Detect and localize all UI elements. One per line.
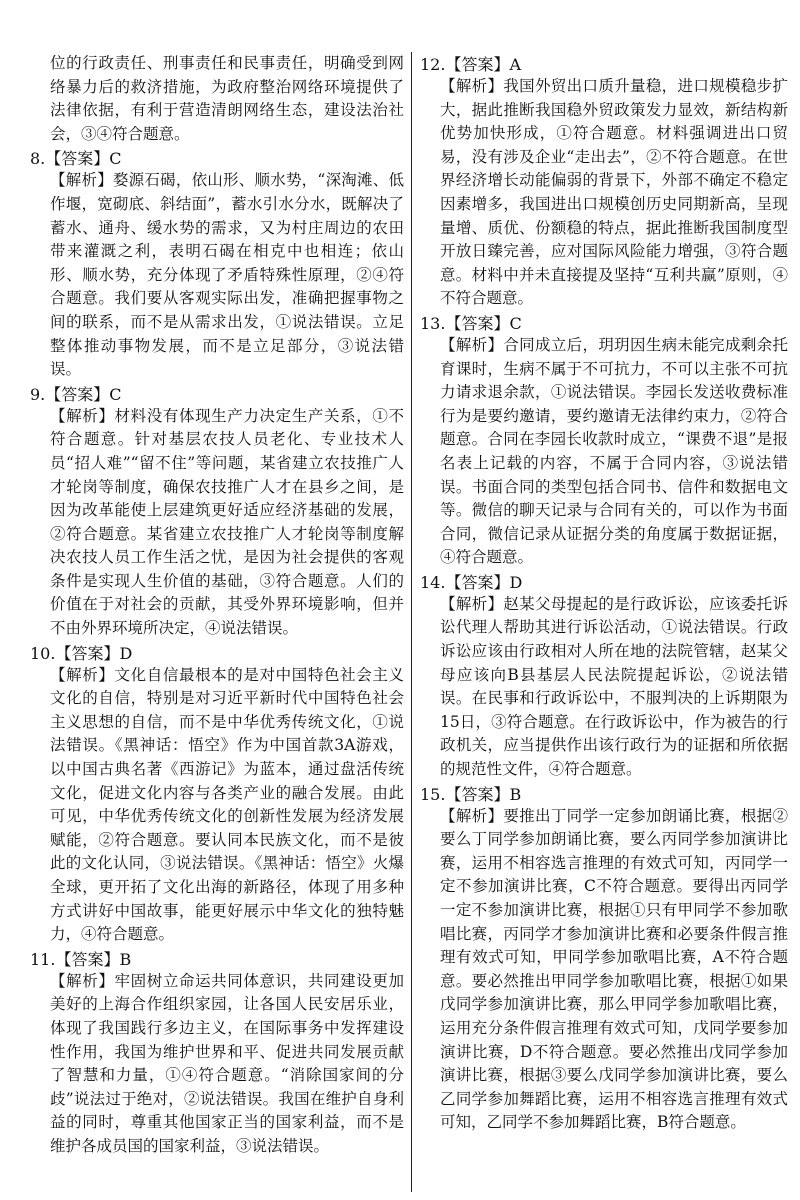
answer-item-12 <box>420 54 788 311</box>
answer-value: D <box>119 643 133 663</box>
answer-line <box>420 784 788 805</box>
analysis-text: 【解析】文化自信最根本的是对中国特色社会主义文化的自信，特别是对习近平新时代中国特色社会主义思想的自信，而不是中华优秀传统文化，①说法错误。《黑神话：悟空》作为中国首款3A游戏，以中国古典名著《西游记》为蓝本，通过盘活传统文化，促进文化内容与各类产业的融合发展。由此可见，中华优秀传统文化的创新性发展为经济发展赋能，②符合题意。要认同本民族文化，而不是彼此的文化认同，③说法错误。《黑神话：悟空》火爆全球，更开拓了文化出海的新路径，体现了用多种方式讲好中国故事，能更好展示中华文化的独特魅力，④符合题意。 <box>50 665 404 944</box>
question-number: 11. <box>30 949 56 969</box>
answer-label: 【答案】 <box>55 643 120 663</box>
analysis-text: 【解析】婺源石碣，依山形、顺水势，“深淘滩、低作堰，宽砌底、斜结面”，蓄水引水分水，既解决了蓄水、通舟、缓水势的需求，又为村庄周边的农田带来灌溉之利，表明石碣在相克中也相连；依山形、顺水势，充分体现了矛盾特殊性原理，②④符合题意。我们要从客观实际出发，准确把握事物之间的联系，而不是从需求出发，①说法错误。立足整体推动事物发展，而不是立足部分，③说法错误。 <box>50 171 404 379</box>
answer-value: C <box>109 149 122 169</box>
answer-value: D <box>509 572 523 592</box>
answer-value: A <box>509 55 522 74</box>
column-divider <box>411 52 412 1192</box>
answer-label: 【答案】 <box>445 572 510 592</box>
answer-line <box>30 384 404 405</box>
answer-line <box>420 572 788 593</box>
question-number: 9. <box>30 384 46 404</box>
question-number: 8. <box>30 149 46 169</box>
question-number: 13. <box>420 313 446 333</box>
answer-value: C <box>109 384 122 404</box>
answer-label: 【答案】 <box>445 784 510 804</box>
answer-item-14 <box>420 572 788 782</box>
answer-item-13 <box>420 313 788 570</box>
question-number: 14. <box>420 572 446 592</box>
answer-item-8 <box>30 148 404 381</box>
answer-label: 【答案】 <box>445 313 510 333</box>
answer-line <box>420 54 788 75</box>
analysis-text: 【解析】合同成立后，玥玥因生病未能完成剩余托育课时，生病不属于不可抗力，不可以主张不可抗力请求退余款，①说法错误。李园长发送收费标准行为是要约邀请，要约邀请无法律约束力，②符合题意。合同在李园长收款时成立，“课费不退”是报名表上记载的内容，不属于合同内容，③说法错误。书面合同的类型包括合同书、信件和数据电文等。微信的聊天记录与合同有关的，可以作为书面合同，微信记录从证据分类的角度属于数据证据，④符合题意。 <box>440 335 788 567</box>
answer-item-9 <box>30 384 404 641</box>
answer-item-11 <box>30 949 404 1159</box>
answer-item-10 <box>30 643 404 947</box>
answer-value: B <box>509 784 522 804</box>
answer-line <box>30 949 404 970</box>
question-number: 15. <box>420 784 446 804</box>
analysis-text: 【解析】赵某父母提起的是行政诉讼，应该委托诉讼代理人帮助其进行诉讼活动，①说法错误。行政诉讼应该由行政相对人所在地的法院管辖，赵某父母应该向B县基层人民法院提起诉讼，②说法错误。在民事和行政诉讼中，不服判决的上诉期限为15日，③符合题意。在行政诉讼中，作为被告的行政机关，应当提供作出该行政行为的证据和所依据的规范性文件，④符合题意。 <box>440 594 788 779</box>
question-number: 10. <box>30 643 56 663</box>
question-number: 12. <box>420 55 446 74</box>
answer-line <box>30 148 404 169</box>
answer-line <box>30 643 404 664</box>
analysis-text: 【解析】我国外贸出口质升量稳，进口规模稳步扩大，据此推断我国稳外贸政策发力显效，新结构新优势加快形成，①符合题意。材料强调进出口贸易，没有涉及企业“走出去”，②不符合题意。在世界经济增长动能偏弱的背景下，外部不确定不稳定因素增多，我国进出口规模创历史同期新高，呈现量增、质优、份额稳的特点，据此推断我国制度型开放日臻完善，应对国际风险能力增强，③符合题意。材料中并未直接提及坚持“互利共赢”原则，④不符合题意。 <box>440 77 788 308</box>
left-column <box>30 52 404 1159</box>
answer-value: B <box>119 949 132 969</box>
answer-label: 【答案】 <box>45 149 110 169</box>
answer-label: 【答案】 <box>45 384 110 404</box>
analysis-text: 【解析】牢固树立命运共同体意识，共同建设更加美好的上海合作组织家园，让各国人民安居乐业，体现了我国践行多边主义，在国际事务中发挥建设性作用，我国为维护世界和平、促进共同发展贡献了智慧和力量，①④符合题意。“消除国家间的分歧”说法过于绝对，②说法错误。我国在维护自身利益的同时，尊重其他国家正当的国家利益，而不是维护各成员国的国家利益，③说法错误。 <box>50 971 404 1155</box>
answer-line <box>420 313 788 334</box>
answer-item-15 <box>420 784 788 1135</box>
analysis-text: 【解析】材料没有体现生产力决定生产关系，①不符合题意。针对基层农技人员老化、专业技术人员“招人难”“留不住”等问题，某省建立农技推广人才轮岗等制度，确保农技推广人才在县乡之间，是因为改革能使上层建筑更好适应经济基础的发展，②符合题意。某省建立农技推广人才轮岗等制度解决农技人员工作生活之忧，是因为社会提供的客观条件是实现人生价值的基础，③符合题意。人们的价值在于对社会的贡献，其受外界环境影响，但并不由外界环境所决定，④说法错误。 <box>50 406 404 638</box>
right-column <box>420 52 788 1135</box>
answer-label: 【答案】 <box>445 55 510 74</box>
continuation-text: 位的行政责任、刑事责任和民事责任，明确受到网络暴力后的救济措施，为政府整治网络环境提供了法律依据，有利于营造清朗网络生态，建设法治社会，③④符合题意。 <box>50 54 404 143</box>
answer-label: 【答案】 <box>55 949 120 969</box>
answer-value: C <box>509 313 522 333</box>
analysis-text: 【解析】要推出丁同学一定参加朗诵比赛，根据②要么丁同学参加朗诵比赛，要么丙同学参加演讲比赛，运用不相容选言推理的有效式可知，丙同学一定不参加演讲比赛，C不符合题意。要得出丙同学一定不参加演讲比赛，根据①只有甲同学不参加歌唱比赛，丙同学才参加演讲比赛和必要条件假言推理有效式可知，甲同学参加歌唱比赛，A不符合题意。要必然推出甲同学参加歌唱比赛，根据①如果戊同学参加演讲比赛，那么甲同学参加歌唱比赛，运用充分条件假言推理有效式可知，戊同学要参加演讲比赛，D不符合题意。要必然推出戊同学参加演讲比赛，根据③要么戊同学参加演讲比赛，要么乙同学参加舞蹈比赛，运用不相容选言推理有效式可知，乙同学不参加舞蹈比赛，B符合题意。 <box>440 806 788 1132</box>
